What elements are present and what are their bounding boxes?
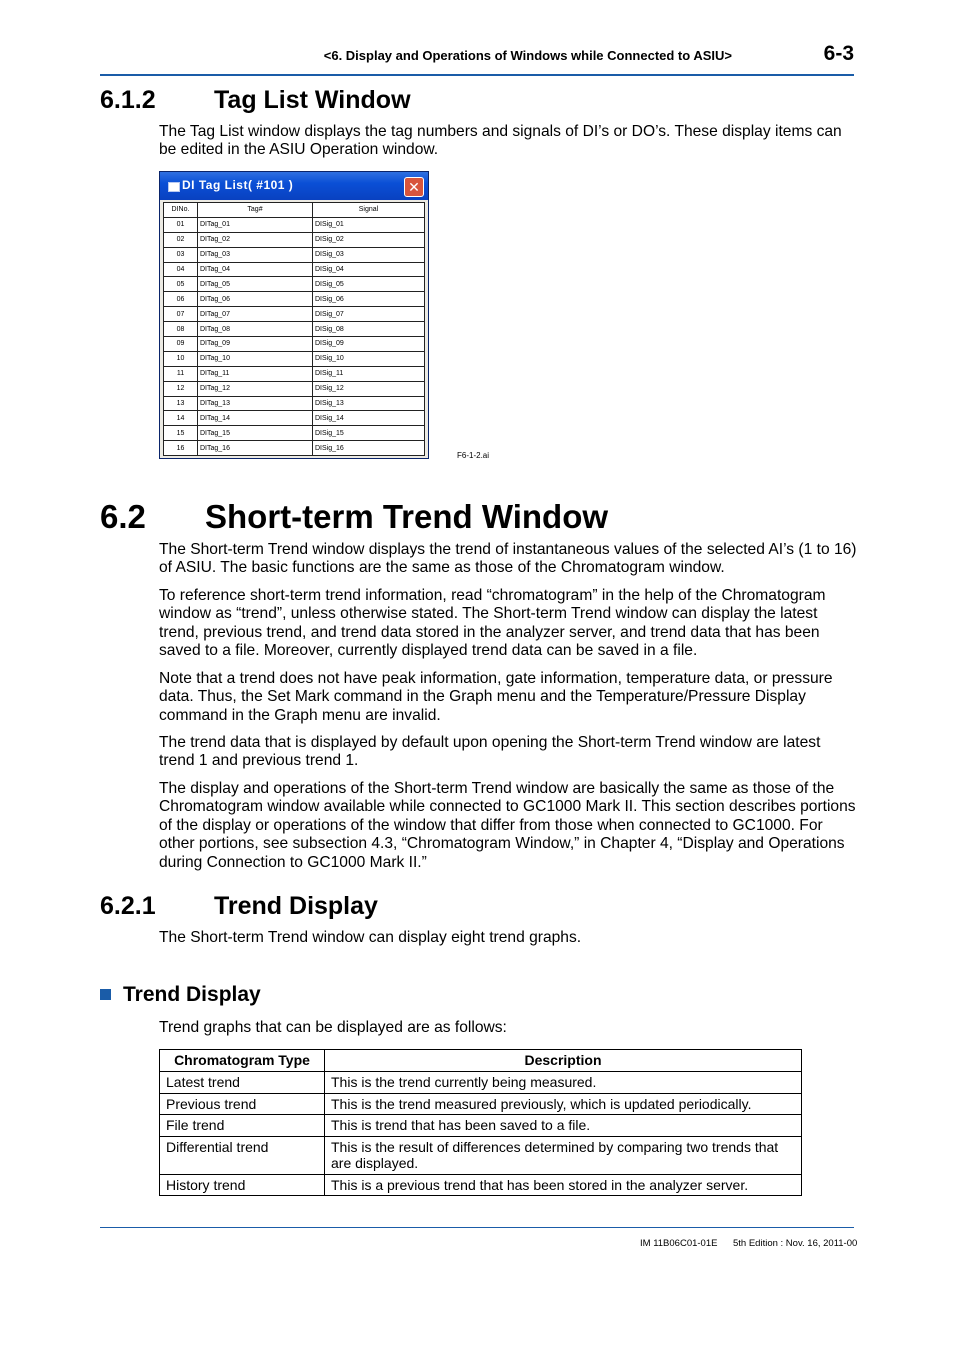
edition-info: 5th Edition : Nov. 16, 2011-00 [733, 1238, 858, 1249]
section-title: Short-term Trend Window [205, 498, 609, 535]
table-header-cell: Description [325, 1050, 802, 1072]
section-number: 6.1.2 [100, 86, 156, 114]
close-button[interactable]: ✕ [404, 177, 424, 197]
table-header-cell: Chromatogram Type [160, 1050, 325, 1072]
di-no-cell: 09 [164, 337, 198, 352]
type-cell: File trend [160, 1115, 325, 1137]
signal-cell: DISig_12 [313, 381, 425, 396]
section-62-paragraph-2: To reference short-term trend information, read “chromatogram” in the help of the Chromatogram window as “trend”, unless otherwise stated. The Short-term Trend window can display the latest trend, previous trend, and trend data stored in the analyzer server, and trend data that has been saved to a file. Moreover, currently displayed trend data can be saved in a file. [159, 587, 826, 660]
window-icon [168, 182, 180, 192]
grid-header-row [164, 203, 425, 218]
di-no-cell: 03 [164, 247, 198, 262]
tag-cell: DITag_14 [198, 411, 313, 426]
signal-cell: DISig_05 [313, 277, 425, 292]
tag-cell: DITag_16 [198, 441, 313, 456]
tag-cell: DITag_04 [198, 262, 313, 277]
di-no-cell: 01 [164, 217, 198, 232]
description-cell: This is trend that has been saved to a file. [325, 1115, 802, 1137]
table-row[interactable] [164, 307, 425, 322]
di-no-cell: 11 [164, 366, 198, 381]
section-612-body: The Tag List window displays the tag numbers and signals of DI’s or DO’s. These display items can be edited in the ASIU Operation window. [159, 123, 842, 159]
section-title: Tag List Window [214, 86, 411, 114]
signal-cell: DISig_02 [313, 232, 425, 247]
tag-cell: DITag_13 [198, 396, 313, 411]
table-row [160, 1136, 802, 1174]
table-row[interactable] [164, 277, 425, 292]
table-row[interactable] [164, 292, 425, 307]
signal-cell: DISig_11 [313, 366, 425, 381]
tag-cell: DITag_11 [198, 366, 313, 381]
description-cell: This is the trend currently being measured. [325, 1072, 802, 1094]
signal-cell: DISig_03 [313, 247, 425, 262]
table-row [160, 1174, 802, 1196]
grid-header-cell: DINo. [164, 203, 198, 218]
type-cell: Differential trend [160, 1136, 325, 1174]
table-row [160, 1072, 802, 1094]
table-row[interactable] [164, 262, 425, 277]
grid-header-cell: Signal [313, 203, 425, 218]
footer-rule [100, 1227, 854, 1228]
section-62-paragraph-3: Note that a trend does not have peak information, gate information, temperature data, or pressure data. Thus, the Set Mark command in the Graph menu and the Temperature/Pressure Display command in the Graph menu are invalid. [159, 670, 833, 724]
section-number: 6.2 [100, 498, 146, 535]
di-no-cell: 15 [164, 426, 198, 441]
signal-cell: DISig_13 [313, 396, 425, 411]
di-no-cell: 07 [164, 307, 198, 322]
section-heading-621 [100, 892, 600, 922]
type-cell: History trend [160, 1174, 325, 1196]
signal-cell: DISig_15 [313, 426, 425, 441]
description-cell: This is the result of differences determined by comparing two trends that are displayed. [325, 1136, 802, 1174]
description-cell: This is the trend measured previously, which is updated periodically. [325, 1093, 802, 1115]
tag-cell: DITag_01 [198, 217, 313, 232]
window-title: DI Tag List( #101 ) [182, 178, 294, 192]
figure-id: F6-1-2.ai [457, 451, 490, 460]
tag-cell: DITag_07 [198, 307, 313, 322]
square-bullet-icon [100, 989, 111, 1000]
section-621-body: The Short-term Trend window can display eight trend graphs. [159, 929, 582, 946]
di-no-cell: 14 [164, 411, 198, 426]
tag-cell: DITag_05 [198, 277, 313, 292]
di-no-cell: 13 [164, 396, 198, 411]
di-no-cell: 08 [164, 322, 198, 337]
signal-cell: DISig_16 [313, 441, 425, 456]
table-row[interactable] [164, 366, 425, 381]
subsection-intro: Trend graphs that can be displayed are as follows: [159, 1019, 507, 1036]
trend-types-table [159, 1049, 802, 1196]
grid-header-cell: Tag# [198, 203, 313, 218]
table-row[interactable] [164, 351, 425, 366]
signal-cell: DISig_14 [313, 411, 425, 426]
tag-list-grid [163, 202, 425, 456]
table-row[interactable] [164, 396, 425, 411]
chapter-heading-62 [100, 498, 800, 538]
section-heading-612 [100, 86, 600, 116]
di-no-cell: 10 [164, 351, 198, 366]
tag-cell: DITag_15 [198, 426, 313, 441]
tag-cell: DITag_12 [198, 381, 313, 396]
table-row[interactable] [164, 337, 425, 352]
type-cell: Previous trend [160, 1093, 325, 1115]
di-tag-list-window [159, 171, 429, 459]
table-row[interactable] [164, 232, 425, 247]
tag-cell: DITag_10 [198, 351, 313, 366]
table-header-row [160, 1050, 802, 1072]
document-id: IM 11B06C01-01E [640, 1238, 718, 1249]
section-62-paragraph-1: The Short-term Trend window displays the trend of instantaneous values of the selected AI’s (1 to 16) of ASIU. The basic functions are the same as those of the Chromatogram window. [159, 541, 857, 577]
signal-cell: DISig_06 [313, 292, 425, 307]
table-row[interactable] [164, 247, 425, 262]
tag-cell: DITag_03 [198, 247, 313, 262]
signal-cell: DISig_01 [313, 217, 425, 232]
header-rule [100, 74, 854, 76]
section-62-paragraph-5: The display and operations of the Short-term Trend window are basically the same as those of the Chromatogram window available while connected to GC1000 Mark II. This section describes portions of the display or operations of the window that differ from those when connected to GC1000. For other portions, see subsection 4.3, “Chromatogram Window,” in Chapter 4, “Display and Operations during Connection to GC1000 Mark II.” [159, 780, 856, 871]
signal-cell: DISig_04 [313, 262, 425, 277]
di-no-cell: 02 [164, 232, 198, 247]
window-titlebar[interactable] [160, 172, 428, 200]
page-number: 6-3 [823, 42, 854, 65]
signal-cell: DISig_08 [313, 322, 425, 337]
section-number: 6.2.1 [100, 892, 156, 920]
di-no-cell: 06 [164, 292, 198, 307]
chapter-header: <6. Display and Operations of Windows while Connected to ASIU> [323, 48, 732, 63]
table-row[interactable] [164, 381, 425, 396]
table-row[interactable] [164, 322, 425, 337]
tag-cell: DITag_08 [198, 322, 313, 337]
type-cell: Latest trend [160, 1072, 325, 1094]
table-row[interactable] [164, 426, 425, 441]
subsection-heading [100, 983, 261, 1007]
table-row [160, 1115, 802, 1137]
di-no-cell: 04 [164, 262, 198, 277]
di-no-cell: 05 [164, 277, 198, 292]
tag-cell: DITag_06 [198, 292, 313, 307]
table-row[interactable] [164, 441, 425, 456]
subsection-title: Trend Display [123, 983, 261, 1006]
table-row[interactable] [164, 217, 425, 232]
signal-cell: DISig_09 [313, 337, 425, 352]
section-62-paragraph-4: The trend data that is displayed by default upon opening the Short-term Trend window are latest trend 1 and previous trend 1. [159, 734, 821, 770]
di-no-cell: 16 [164, 441, 198, 456]
tag-cell: DITag_02 [198, 232, 313, 247]
description-cell: This is a previous trend that has been stored in the analyzer server. [325, 1174, 802, 1196]
signal-cell: DISig_07 [313, 307, 425, 322]
di-no-cell: 12 [164, 381, 198, 396]
signal-cell: DISig_10 [313, 351, 425, 366]
table-row [160, 1093, 802, 1115]
table-row[interactable] [164, 411, 425, 426]
section-title: Trend Display [214, 892, 378, 920]
tag-cell: DITag_09 [198, 337, 313, 352]
